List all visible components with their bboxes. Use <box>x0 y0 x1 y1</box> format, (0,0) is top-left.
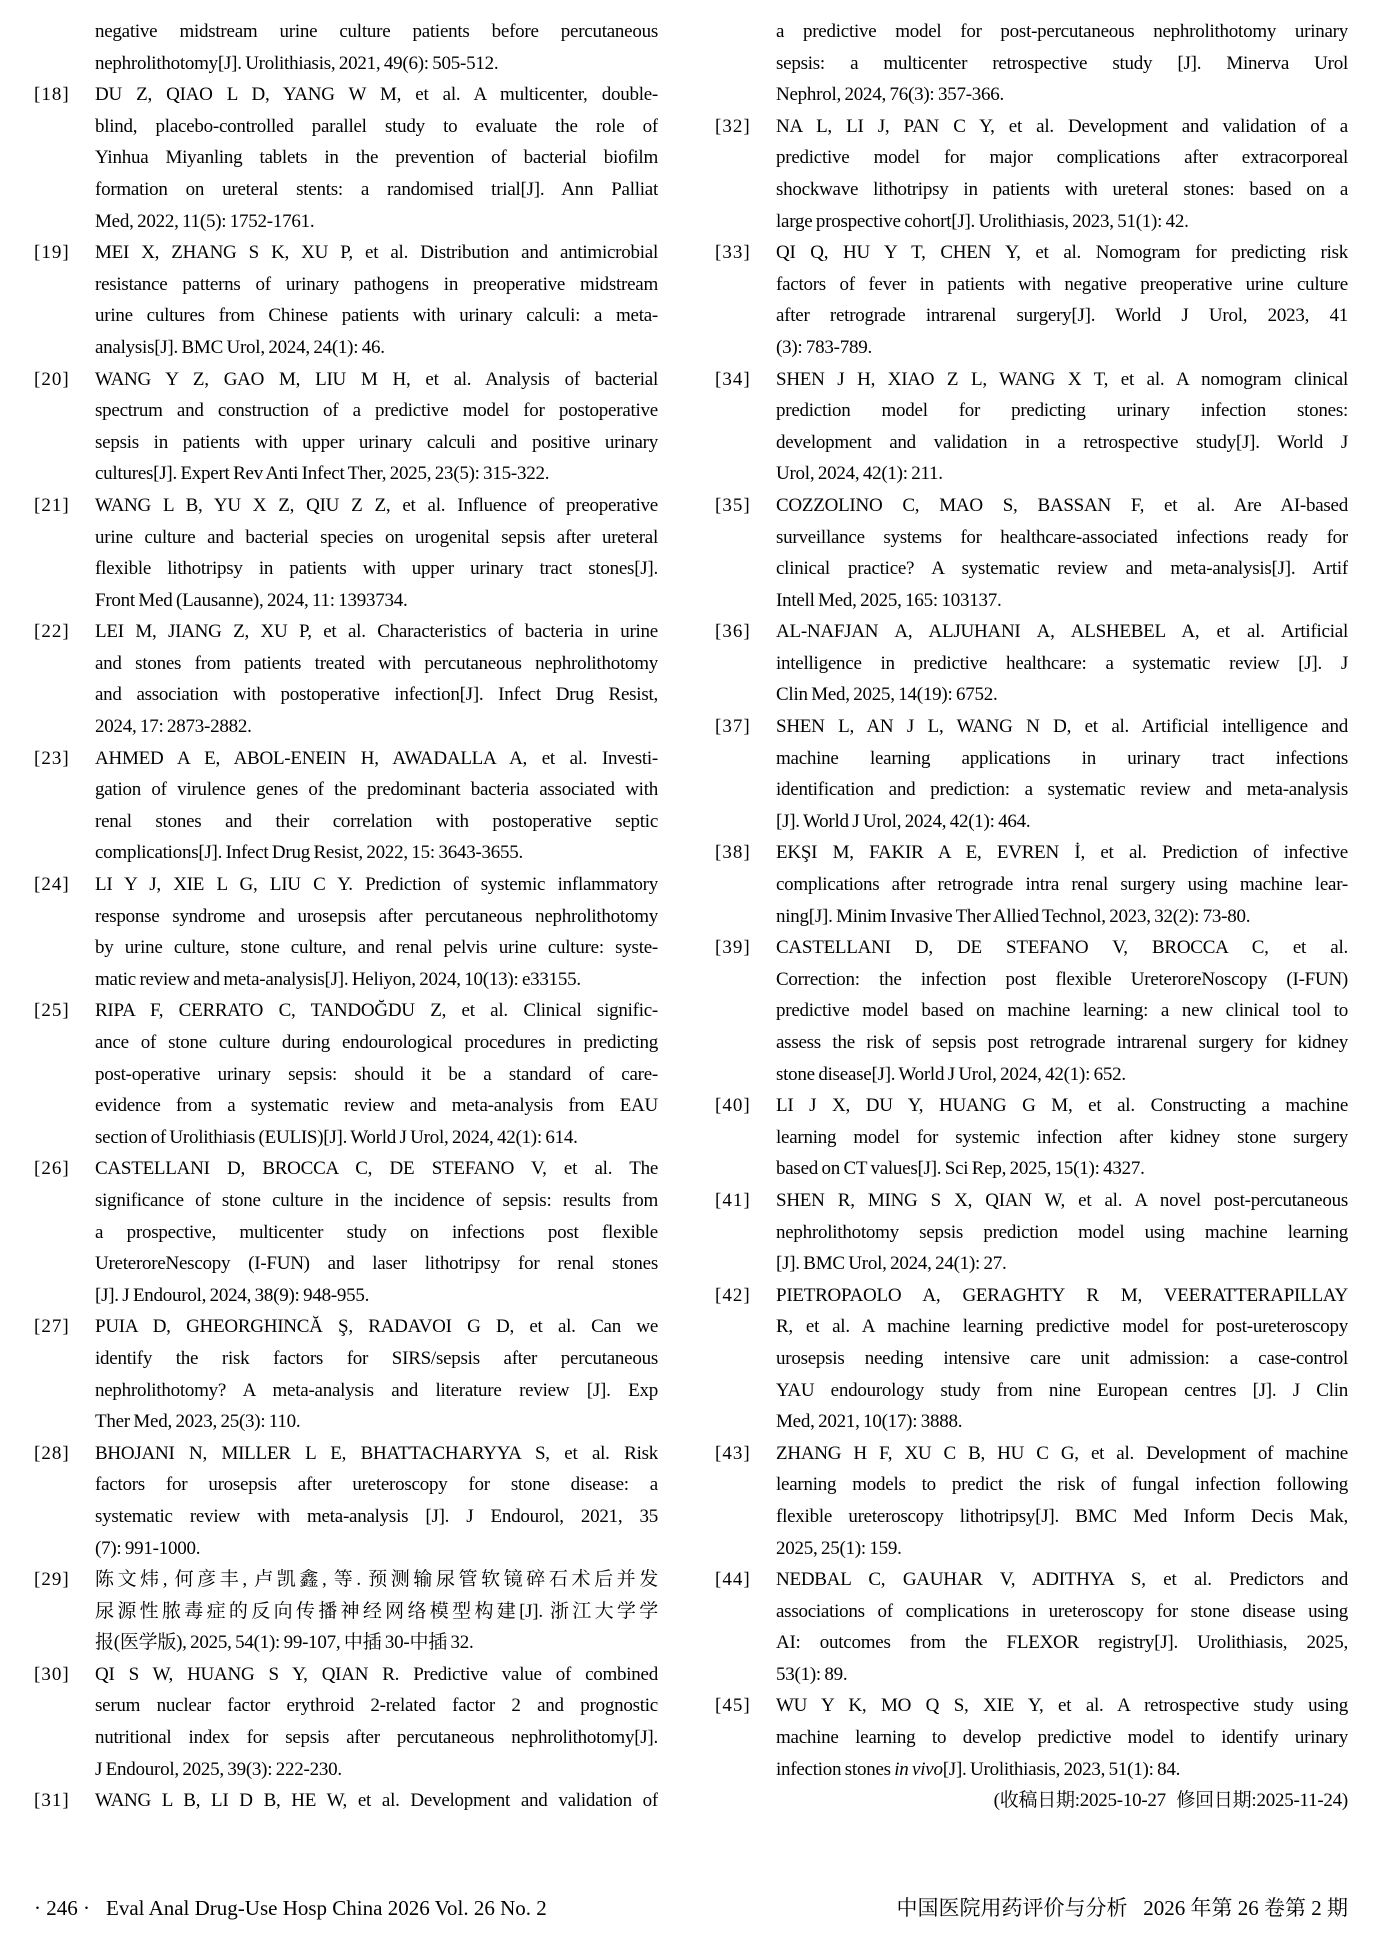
reference-line: matic review and meta-analysis[J]. Heliyon, 2024, 10(13): e33155. <box>95 968 581 990</box>
reference-line: LI J X, DU Y, HUANG G M, et al. Constructing a machine <box>776 1095 1348 1117</box>
reference-line: MEI X, ZHANG S K, XU P, et al. Distribution and antimicrobial <box>95 242 658 264</box>
reference-line: predictive model for major complications after extracorporeal <box>776 147 1348 169</box>
reference-line: ZHANG H F, XU C B, HU C G, et al. Development of machine <box>776 1442 1348 1464</box>
reference-line: UreteroreNescopy (I-FUN) and laser lithotripsy for renal stones <box>95 1253 658 1275</box>
reference-line: SHEN J H, XIAO Z L, WANG X T, et al. A nomogram clinical <box>776 368 1348 390</box>
reference-line: AI: outcomes from the FLEXOR registry[J]. Urolithiasis, 2025, <box>776 1632 1348 1654</box>
reference-item <box>715 1564 1348 1690</box>
reference-line: formation on ureteral stents: a randomised trial[J]. Ann Palliat <box>95 178 658 200</box>
reference-line: urine culture and bacterial species on urogenital sepsis after ureteral <box>95 526 658 548</box>
reference-line: ning[J]. Minim Invasive Ther Allied Technol, 2023, 32(2): 73-80. <box>776 905 1251 927</box>
reference-continuation <box>715 16 1348 111</box>
reference-line: WU Y K, MO Q S, XIE Y, et al. A retrospective study using <box>776 1695 1348 1717</box>
reference-line: based on CT values[J]. Sci Rep, 2025, 15(1): 4327. <box>776 1158 1145 1180</box>
reference-number: [31] <box>34 1790 70 1812</box>
reference-item <box>34 1659 658 1785</box>
references-column-left <box>34 16 658 1817</box>
reference-number: [26] <box>34 1158 70 1180</box>
reference-line: QI Q, HU Y T, CHEN Y, et al. Nomogram for predicting risk <box>776 242 1348 264</box>
reference-line: blind, placebo-controlled parallel study to evaluate the role of <box>95 115 658 137</box>
reference-line: negative midstream urine culture patients before percutaneous <box>95 21 658 42</box>
reference-line: complications after retrograde intra renal surgery using machine lear- <box>776 874 1348 896</box>
reference-number: [18] <box>34 84 70 106</box>
reference-line: evidence from a systematic review and meta-analysis from EAU <box>95 1095 658 1117</box>
reference-line: identification and prediction: a systematic review and meta-analysis <box>776 779 1348 801</box>
footer-left <box>34 1893 547 1923</box>
reference-number: [28] <box>34 1442 70 1464</box>
reference-line: and association with postoperative infection[J]. Infect Drug Resist, <box>95 684 658 706</box>
reference-line: COZZOLINO C, MAO S, BASSAN F, et al. Are AI-based <box>776 494 1348 516</box>
reference-item <box>34 79 658 237</box>
reference-line: gation of virulence genes of the predominant bacteria associated with <box>95 779 658 801</box>
reference-item <box>34 1153 658 1311</box>
references-column-right <box>715 16 1348 1817</box>
reference-line: factors of fever in patients with negative preoperative urine culture <box>776 273 1348 295</box>
reference-number: [30] <box>34 1663 70 1685</box>
reference-line: nephrolithotomy sepsis prediction model using machine learning <box>776 1221 1348 1243</box>
reference-line: [J]. World J Urol, 2024, 42(1): 464. <box>776 810 1031 832</box>
reference-line: QI S W, HUANG S Y, QIAN R. Predictive value of combined <box>95 1663 658 1685</box>
reference-line: (7): 991-1000. <box>95 1537 201 1559</box>
reference-number: [24] <box>34 874 70 896</box>
reference-continuation <box>34 16 658 79</box>
reference-number: [19] <box>34 242 70 264</box>
reference-continuation <box>715 1785 1348 1817</box>
reference-line: WANG Y Z, GAO M, LIU M H, et al. Analysis of bacterial <box>95 368 658 390</box>
reference-item <box>715 711 1348 837</box>
reference-line: Intell Med, 2025, 165: 103137. <box>776 589 1002 611</box>
reference-line: NA L, LI J, PAN C Y, et al. Development and validation of a <box>776 115 1348 137</box>
reference-line: J Endourol, 2025, 39(3): 222-230. <box>95 1758 342 1780</box>
reference-line: (3): 783-789. <box>776 336 873 358</box>
reference-item <box>715 237 1348 363</box>
reference-line: Nephrol, 2024, 76(3): 357-366. <box>776 84 1005 106</box>
reference-line: Correction: the infection post flexible UreteroreNoscopy (I-FUN) <box>776 968 1348 990</box>
reference-line: post-operative urinary sepsis: should it be a standard of care- <box>95 1063 658 1085</box>
footer-journal-zh: 中国医院用药评价与分析 2026 年第 26 卷第 2 期 <box>896 1896 1348 1920</box>
reference-number: [45] <box>715 1695 751 1717</box>
reference-number: [42] <box>715 1284 751 1306</box>
reference-item <box>715 111 1348 237</box>
reference-line: learning model for systemic infection after kidney stone surgery <box>776 1126 1348 1148</box>
reference-number: [27] <box>34 1316 70 1338</box>
reference-item <box>715 932 1348 1090</box>
reference-line: [J]. BMC Urol, 2024, 24(1): 27. <box>776 1253 1007 1275</box>
reference-item <box>34 995 658 1153</box>
reference-line: Clin Med, 2025, 14(19): 6752. <box>776 684 998 706</box>
reference-line: 2025, 25(1): 159. <box>776 1537 902 1559</box>
reference-number: [20] <box>34 368 70 390</box>
reference-line: ance of stone culture during endourological procedures in predicting <box>95 1032 658 1053</box>
reference-item <box>34 869 658 995</box>
reference-item <box>715 364 1348 490</box>
reference-number: [36] <box>715 621 751 643</box>
reference-item <box>34 1564 658 1659</box>
reference-item <box>715 1090 1348 1185</box>
reference-line: urine cultures from Chinese patients with urinary calculi: a meta- <box>95 305 658 327</box>
reference-number: [22] <box>34 621 70 643</box>
reference-line: after retrograde intrarenal surgery[J]. World J Urol, 2023, 41 <box>776 305 1348 327</box>
reference-line: significance of stone culture in the incidence of sepsis: results from <box>95 1189 658 1211</box>
reference-line: systematic review with meta-analysis [J]. J Endourol, 2021, 35 <box>95 1505 658 1527</box>
reference-line: predictive model based on machine learning: a new clinical tool to <box>776 1000 1348 1022</box>
reference-item <box>715 1690 1348 1785</box>
reference-line: shockwave lithotripsy in patients with ureteral stones: based on a <box>776 178 1348 200</box>
reference-line: sepsis in patients with upper urinary calculi and positive urinary <box>95 431 658 453</box>
reference-line: factors for urosepsis after ureteroscopy for stone disease: a <box>95 1474 658 1496</box>
reference-line: NEDBAL C, GAUHAR V, ADITHYA S, et al. Predictors and <box>776 1569 1348 1591</box>
reference-number: [40] <box>715 1095 751 1117</box>
reference-line: prediction model for predicting urinary infection stones: <box>776 400 1348 422</box>
reference-line: R, et al. A machine learning predictive model for post-ureteroscopy <box>776 1316 1348 1338</box>
reference-item <box>34 237 658 363</box>
reference-number: [44] <box>715 1569 751 1591</box>
page-footer <box>34 1893 1348 1923</box>
reference-line: nutritional index for sepsis after percutaneous nephrolithotomy[J]. <box>95 1727 658 1749</box>
reference-item <box>34 1311 658 1437</box>
reference-line: resistance patterns of urinary pathogens in preoperative midstream <box>95 273 658 295</box>
reference-line: a predictive model for post-percutaneous nephrolithotomy urinary <box>776 21 1348 42</box>
reference-line: machine learning applications in urinary tract infections <box>776 747 1348 769</box>
reference-number: [38] <box>715 842 751 864</box>
received-revised-dates: (收稿日期:2025-10-27 修回日期:2025-11-24) <box>993 1790 1348 1812</box>
reference-line: AHMED A E, ABOL-ENEIN H, AWADALLA A, et al. Investi- <box>95 747 658 769</box>
reference-line: response syndrome and urosepsis after percutaneous nephrolithotomy <box>95 905 658 927</box>
reference-line: and stones from patients treated with percutaneous nephrolithotomy <box>95 652 658 674</box>
reference-item <box>715 1438 1348 1564</box>
reference-line: AL-NAFJAN A, ALJUHANI A, ALSHEBEL A, et al. Artificial <box>776 621 1348 643</box>
reference-line: clinical practice? A systematic review and meta-analysis[J]. Artif <box>776 558 1348 580</box>
page-number: · 246 · <box>34 1896 90 1920</box>
reference-line: serum nuclear factor erythroid 2-related factor 2 and prognostic <box>95 1695 658 1717</box>
reference-line: Front Med (Lausanne), 2024, 11: 1393734. <box>95 589 408 611</box>
reference-number: [39] <box>715 937 751 959</box>
reference-item <box>34 1438 658 1564</box>
reference-line: stone disease[J]. World J Urol, 2024, 42(1): 652. <box>776 1063 1126 1085</box>
reference-line: LI Y J, XIE L G, LIU C Y. Prediction of systemic inflammatory <box>95 874 658 896</box>
reference-line: section of Urolithiasis (EULIS)[J]. World J Urol, 2024, 42(1): 614. <box>95 1126 578 1148</box>
reference-line: WANG L B, YU X Z, QIU Z Z, et al. Influence of preoperative <box>95 494 658 516</box>
reference-item <box>715 490 1348 616</box>
reference-line: PIETROPAOLO A, GERAGHTY R M, VEERATTERAPILLAY <box>776 1284 1348 1306</box>
reference-number: [25] <box>34 1000 70 1022</box>
reference-line: WANG L B, LI D B, HE W, et al. Development and validation of <box>95 1790 658 1812</box>
reference-line: PUIA D, GHEORGHINCĂ Ş, RADAVOI G D, et al. Can we <box>95 1316 658 1338</box>
reference-line: flexible lithotripsy in patients with upper urinary tract stones[J]. <box>95 558 658 580</box>
reference-number: [41] <box>715 1189 751 1211</box>
reference-line: associations of complications in ureteroscopy for stone disease using <box>776 1600 1348 1622</box>
reference-line: surveillance systems for healthcare-associated infections ready for <box>776 526 1348 548</box>
reference-number: [32] <box>715 115 751 137</box>
reference-line: learning models to predict the risk of fungal infection following <box>776 1474 1348 1496</box>
reference-line: assess the risk of sepsis post retrograde intrarenal surgery for kidney <box>776 1032 1348 1053</box>
reference-line: Ther Med, 2023, 25(3): 110. <box>95 1411 301 1433</box>
reference-line: identify the risk factors for SIRS/sepsis after percutaneous <box>95 1347 658 1369</box>
reference-item <box>34 1785 658 1817</box>
reference-line: LEI M, JIANG Z, XU P, et al. Characteristics of bacteria in urine <box>95 621 658 643</box>
reference-line: BHOJANI N, MILLER L E, BHATTACHARYYA S, et al. Risk <box>95 1442 658 1464</box>
reference-line: a prospective, multicenter study on infections post flexible <box>95 1221 658 1243</box>
reference-line: EKŞI M, FAKIR A E, EVREN İ, et al. Prediction of infective <box>776 842 1348 864</box>
reference-number: [43] <box>715 1442 751 1464</box>
reference-number: [34] <box>715 368 751 390</box>
reference-number: [35] <box>715 494 751 516</box>
reference-line: urosepsis needing intensive care unit admission: a case-control <box>776 1347 1348 1369</box>
reference-line: by urine culture, stone culture, and renal pelvis urine culture: syste- <box>95 937 658 959</box>
reference-line: Urol, 2024, 42(1): 211. <box>776 463 943 485</box>
reference-line: development and validation in a retrospective study[J]. World J <box>776 431 1348 453</box>
reference-line: sepsis: a multicenter retrospective study [J]. Minerva Urol <box>776 52 1348 74</box>
reference-item <box>715 616 1348 711</box>
reference-line: RIPA F, CERRATO C, TANDOĞDU Z, et al. Clinical signific- <box>95 1000 658 1022</box>
reference-line: SHEN R, MING S X, QIAN W, et al. A novel post-percutaneous <box>776 1189 1348 1211</box>
reference-line: DU Z, QIAO L D, YANG W M, et al. A multicenter, double- <box>95 84 658 106</box>
italic-text: in vivo <box>894 1758 943 1780</box>
reference-line: machine learning to develop predictive model to identify urinary <box>776 1727 1348 1749</box>
reference-line: Med, 2022, 11(5): 1752-1761. <box>95 210 315 232</box>
reference-line: complications[J]. Infect Drug Resist, 2022, 15: 3643-3655. <box>95 842 524 864</box>
reference-line: YAU endourology study from nine European centres [J]. J Clin <box>776 1379 1348 1401</box>
reference-line: CASTELLANI D, DE STEFANO V, BROCCA C, et al. <box>776 937 1348 959</box>
reference-number: [21] <box>34 494 70 516</box>
reference-line: SHEN L, AN J L, WANG N D, et al. Artificial intelligence and <box>776 716 1348 738</box>
reference-item <box>34 616 658 742</box>
reference-line: [J]. J Endourol, 2024, 38(9): 948-955. <box>95 1284 370 1306</box>
reference-line: spectrum and construction of a predictive model for postoperative <box>95 400 658 422</box>
reference-line: CASTELLANI D, BROCCA C, DE STEFANO V, et al. The <box>95 1158 658 1180</box>
references-columns <box>34 16 1348 1817</box>
reference-line: cultures[J]. Expert Rev Anti Infect Ther, 2025, 23(5): 315-322. <box>95 463 550 485</box>
reference-line: renal stones and their correlation with postoperative septic <box>95 810 658 832</box>
reference-item <box>34 743 658 869</box>
footer-journal-en: Eval Anal Drug-Use Hosp China 2026 Vol. 26 No. 2 <box>106 1896 547 1920</box>
reference-line: large prospective cohort[J]. Urolithiasis, 2023, 51(1): 42. <box>776 210 1189 232</box>
reference-line: Med, 2021, 10(17): 3888. <box>776 1411 963 1433</box>
reference-line: 2024, 17: 2873-2882. <box>95 716 252 738</box>
reference-line: 53(1): 89. <box>776 1663 848 1685</box>
reference-line: Yinhua Miyanling tablets in the prevention of bacterial biofilm <box>95 147 658 169</box>
reference-item <box>715 1185 1348 1280</box>
reference-item <box>715 1280 1348 1438</box>
reference-item <box>34 364 658 490</box>
reference-line: nephrolithotomy? A meta-analysis and literature review [J]. Exp <box>95 1379 658 1401</box>
reference-number: [33] <box>715 242 751 264</box>
reference-line: analysis[J]. BMC Urol, 2024, 24(1): 46. <box>95 336 385 358</box>
reference-number: [29] <box>34 1569 70 1591</box>
reference-number: [23] <box>34 747 70 769</box>
reference-item <box>34 490 658 616</box>
reference-line: 报(医学版), 2025, 54(1): 99-107, 中插 30-中插 32. <box>95 1632 474 1654</box>
reference-line: intelligence in predictive healthcare: a systematic review [J]. J <box>776 652 1348 674</box>
reference-item <box>715 837 1348 932</box>
reference-line: 尿源性脓毒症的反向传播神经网络模型构建[J]. 浙江大学学 <box>95 1600 658 1622</box>
reference-line: 陈文炜, 何彦丰, 卢凯鑫, 等. 预测输尿管软镜碎石术后并发 <box>95 1569 658 1591</box>
reference-line: flexible ureteroscopy lithotripsy[J]. BMC Med Inform Decis Mak, <box>776 1505 1348 1527</box>
reference-line: infection stones in vivo[J]. Urolithiasis, 2023, 51(1): 84. <box>776 1758 1181 1780</box>
reference-number: [37] <box>715 716 751 738</box>
reference-line: nephrolithotomy[J]. Urolithiasis, 2021, 49(6): 505-512. <box>95 52 499 74</box>
